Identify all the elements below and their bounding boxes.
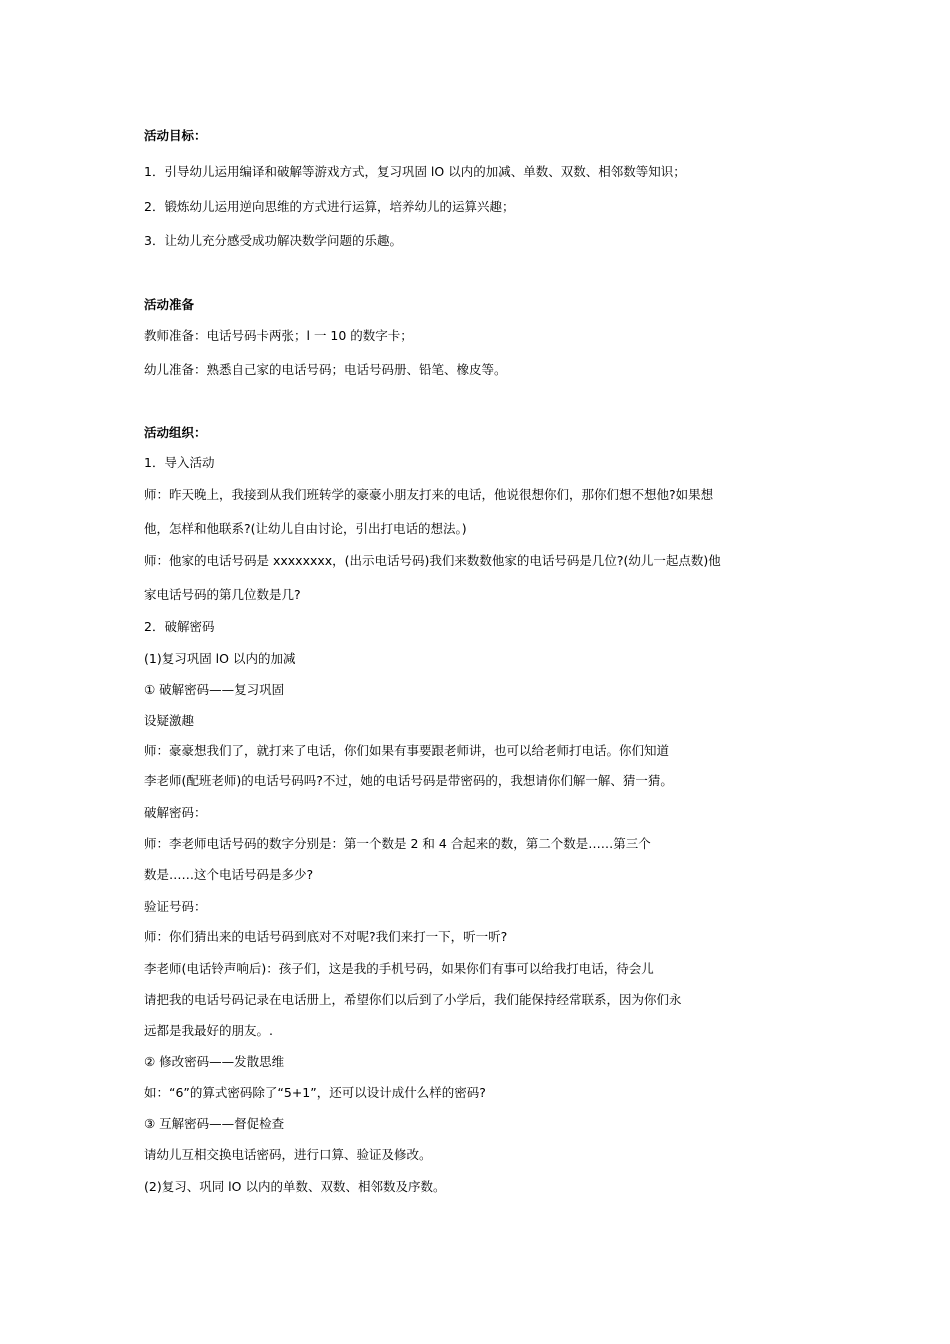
org-line: ③ 互解密码——督促检查 xyxy=(144,1116,285,1131)
org-line: 数是……这个电话号码是多少? xyxy=(144,867,314,882)
org-line: 1．导入活动 xyxy=(144,455,215,470)
goal-item-3: 3．让幼儿充分感受成功解决数学问题的乐趣。 xyxy=(144,233,402,248)
goal-item-2: 2．锻炼幼儿运用逆向思维的方式进行运算，培养幼儿的运算兴趣； xyxy=(144,199,515,214)
org-line: 2．破解密码 xyxy=(144,619,215,634)
org-line: (1)复习巩固 lO 以内的加减 xyxy=(144,651,296,666)
org-line: 师：昨天晚上，我接到从我们班转学的豪豪小朋友打来的电话，他说很想你们，那你们想不想他?如果想 xyxy=(144,487,714,502)
org-line: 师：豪豪想我们了，就打来了电话，你们如果有事要跟老师讲，也可以给老师打电话。你们知道 xyxy=(144,743,670,758)
org-line: 师：他家的电话号码是 xxxxxxxx，(出示电话号码)我们来数数他家的电话号码是几位?(幼儿一起点数)他 xyxy=(144,553,721,568)
org-line: ① 破解密码——复习巩固 xyxy=(144,682,285,697)
org-line: 破解密码： xyxy=(144,805,207,820)
org-heading: 活动组织： xyxy=(144,425,207,440)
goals-heading: 活动目标： xyxy=(144,128,207,143)
org-line: 李老师(配班老师)的电话号码吗?不过，她的电话号码是带密码的，我想请你们解一解、猜一猜。 xyxy=(144,773,673,788)
prep-teacher: 教师准备：电话号码卡两张；l 一 10 的数字卡； xyxy=(144,328,413,343)
org-line: 请幼儿互相交换电话密码，进行口算、验证及修改。 xyxy=(144,1147,432,1162)
org-line: 请把我的电话号码记录在电话册上，希望你们以后到了小学后，我们能保持经常联系，因为你们永 xyxy=(144,992,682,1007)
org-line: 他，怎样和他联系?(让幼儿自由讨论，引出打电话的想法。) xyxy=(144,521,467,536)
prep-children: 幼儿准备：熟悉自己家的电话号码；电话号码册、铅笔、橡皮等。 xyxy=(144,362,507,377)
org-line: 验证号码： xyxy=(144,899,207,914)
org-line: 家电话号码的第几位数是几? xyxy=(144,587,301,602)
org-line: ② 修改密码——发散思维 xyxy=(144,1054,285,1069)
org-line: 如：“6”的算式密码除了“5+1”，还可以设计成什么样的密码? xyxy=(144,1085,486,1100)
org-line: 师：你们猜出来的电话号码到底对不对呢?我们来打一下，听一听? xyxy=(144,929,508,944)
goal-item-1: 1．引导幼儿运用编译和破解等游戏方式，复习巩固 lO 以内的加减、单数、双数、相邻数等知识； xyxy=(144,164,686,179)
org-line: 设疑激趣 xyxy=(144,713,195,728)
org-line: 李老师(电话铃声响后)：孩子们，这是我的手机号码，如果你们有事可以给我打电话，待会儿 xyxy=(144,961,654,976)
org-line: (2)复习、巩同 lO 以内的单数、双数、相邻数及序数。 xyxy=(144,1179,446,1194)
prep-heading: 活动准备 xyxy=(144,297,195,312)
org-line: 师：李老师电话号码的数字分别是：第一个数是 2 和 4 合起来的数，第二个数是……第三个 xyxy=(144,836,651,851)
org-line: 远都是我最好的朋友。. xyxy=(144,1023,273,1038)
